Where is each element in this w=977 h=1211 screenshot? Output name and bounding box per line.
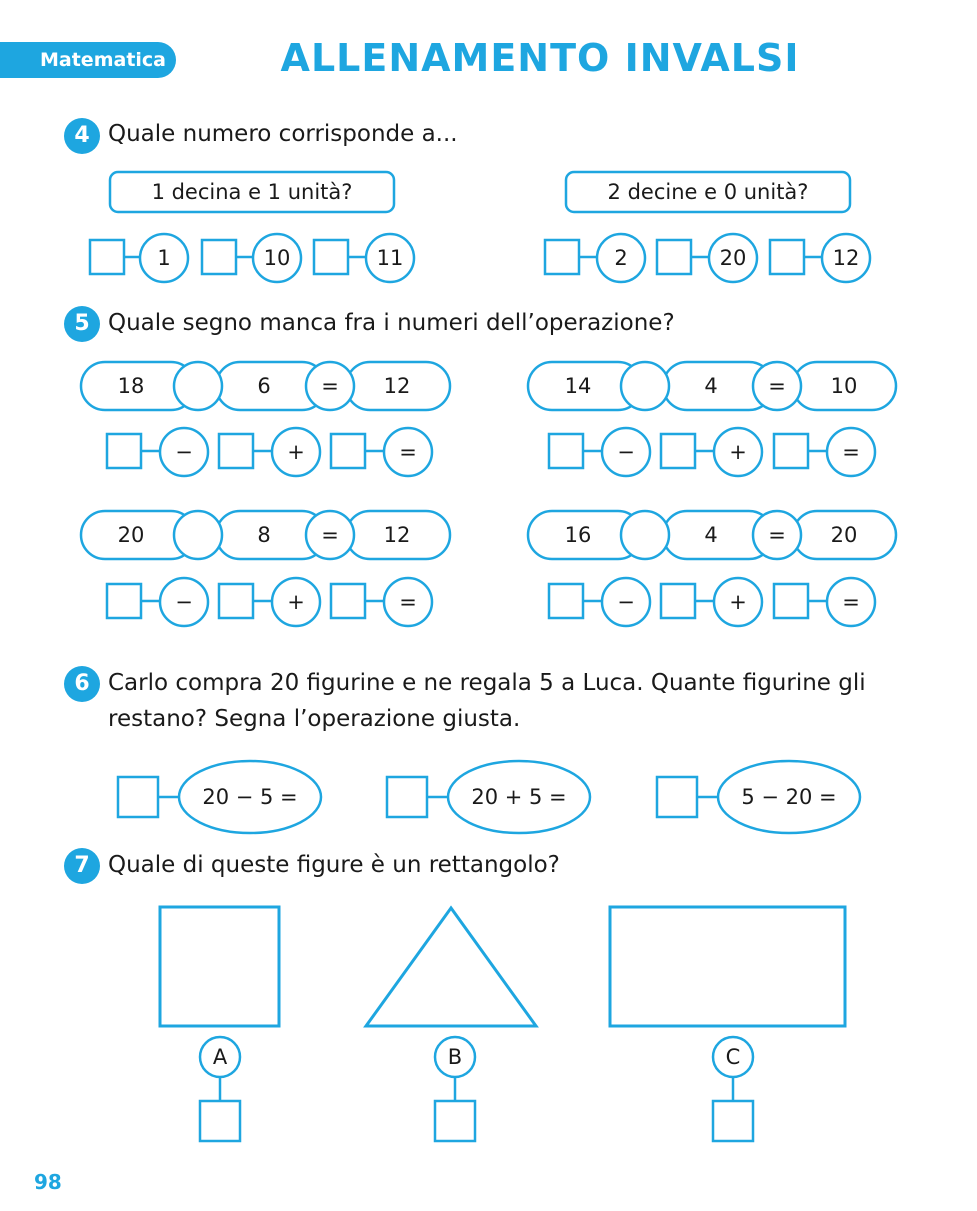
rectangle-shape [610, 907, 845, 1026]
q4-left-prompt: 1 decina e 1 unità? [151, 180, 353, 204]
missing-sign-slot[interactable] [174, 511, 222, 559]
option-label: 11 [376, 246, 404, 270]
question-4-badge: 4 [64, 118, 100, 154]
operand-b: 4 [704, 374, 718, 398]
answer-checkbox[interactable] [107, 584, 141, 618]
question-7-badge: 7 [64, 848, 100, 884]
equals-option: = [399, 590, 417, 614]
operation-label: 5 − 20 = [741, 785, 837, 809]
plus-option: + [729, 590, 747, 614]
operation-label: 20 − 5 = [202, 785, 298, 809]
minus-option: − [617, 590, 635, 614]
missing-sign-slot[interactable] [174, 362, 222, 410]
question-6-text-line1: Carlo compra 20 figurine e ne regala 5 a Luca. Quante figurine gli [108, 670, 866, 696]
option-label: 12 [832, 246, 860, 270]
answer-checkbox[interactable] [331, 584, 365, 618]
result: 10 [830, 374, 858, 398]
answer-checkbox[interactable] [435, 1101, 475, 1141]
option-letter: C [725, 1045, 741, 1069]
plus-option: + [729, 440, 747, 464]
answer-checkbox[interactable] [774, 584, 808, 618]
q4-right-prompt: 2 decine e 0 unità? [607, 180, 809, 204]
page-number: 98 [34, 1170, 62, 1194]
minus-option: − [175, 590, 193, 614]
square-shape [160, 907, 279, 1026]
answer-checkbox[interactable] [107, 434, 141, 468]
answer-checkbox[interactable] [661, 434, 695, 468]
option-label: 20 [719, 246, 747, 270]
answer-checkbox[interactable] [331, 434, 365, 468]
missing-sign-slot[interactable] [621, 511, 669, 559]
answer-checkbox[interactable] [118, 777, 158, 817]
result: 12 [383, 374, 411, 398]
answer-checkbox[interactable] [774, 434, 808, 468]
operand-b: 8 [257, 523, 271, 547]
plus-option: + [287, 590, 305, 614]
answer-checkbox[interactable] [90, 240, 124, 274]
triangle-shape [366, 908, 536, 1026]
answer-checkbox[interactable] [713, 1101, 753, 1141]
option-letter: B [447, 1045, 463, 1069]
q4-left-option-1[interactable] [90, 234, 188, 282]
answer-checkbox[interactable] [200, 1101, 240, 1141]
operand-a: 18 [117, 374, 145, 398]
minus-option: − [617, 440, 635, 464]
q5-options-4[interactable] [549, 578, 875, 626]
operand-a: 16 [564, 523, 592, 547]
answer-checkbox[interactable] [314, 240, 348, 274]
result: 20 [830, 523, 858, 547]
question-4-text: Quale numero corrisponde a... [108, 121, 458, 147]
equals-option: = [399, 440, 417, 464]
q5-options-1[interactable] [107, 428, 432, 476]
answer-checkbox[interactable] [549, 434, 583, 468]
q5-options-2[interactable] [549, 428, 875, 476]
operation-label: 20 + 5 = [471, 785, 567, 809]
option-letter: A [212, 1045, 228, 1069]
equals-sign: = [768, 374, 786, 398]
question-5-badge: 5 [64, 306, 100, 342]
minus-option: − [175, 440, 193, 464]
question-6-text-line2: restano? Segna l’operazione giusta. [108, 706, 521, 732]
missing-sign-slot[interactable] [621, 362, 669, 410]
equals-option: = [842, 590, 860, 614]
option-label: 1 [157, 246, 171, 270]
subject-tag: Matematica [0, 42, 176, 78]
operand-b: 6 [257, 374, 271, 398]
equals-sign: = [321, 374, 339, 398]
answer-checkbox[interactable] [549, 584, 583, 618]
option-label: 10 [263, 246, 291, 270]
question-6-badge: 6 [64, 666, 100, 702]
operand-b: 4 [704, 523, 718, 547]
answer-checkbox[interactable] [657, 240, 691, 274]
answer-checkbox[interactable] [202, 240, 236, 274]
result: 12 [383, 523, 411, 547]
answer-checkbox[interactable] [661, 584, 695, 618]
equals-sign: = [321, 523, 339, 547]
answer-checkbox[interactable] [770, 240, 804, 274]
question-7-text: Quale di queste figure è un rettangolo? [108, 852, 560, 878]
answer-checkbox[interactable] [219, 434, 253, 468]
option-label: 2 [614, 246, 628, 270]
question-5-text: Quale segno manca fra i numeri dell’operazione? [108, 310, 675, 336]
operand-a: 14 [564, 374, 592, 398]
equals-option: = [842, 440, 860, 464]
operand-a: 20 [117, 523, 145, 547]
answer-checkbox[interactable] [387, 777, 427, 817]
page-title: ALLENAMENTO INVALSI [280, 36, 800, 80]
q5-options-3[interactable] [107, 578, 432, 626]
answer-checkbox[interactable] [219, 584, 253, 618]
equals-sign: = [768, 523, 786, 547]
plus-option: + [287, 440, 305, 464]
answer-checkbox[interactable] [545, 240, 579, 274]
answer-checkbox[interactable] [657, 777, 697, 817]
q4-right-option-1[interactable] [545, 234, 645, 282]
